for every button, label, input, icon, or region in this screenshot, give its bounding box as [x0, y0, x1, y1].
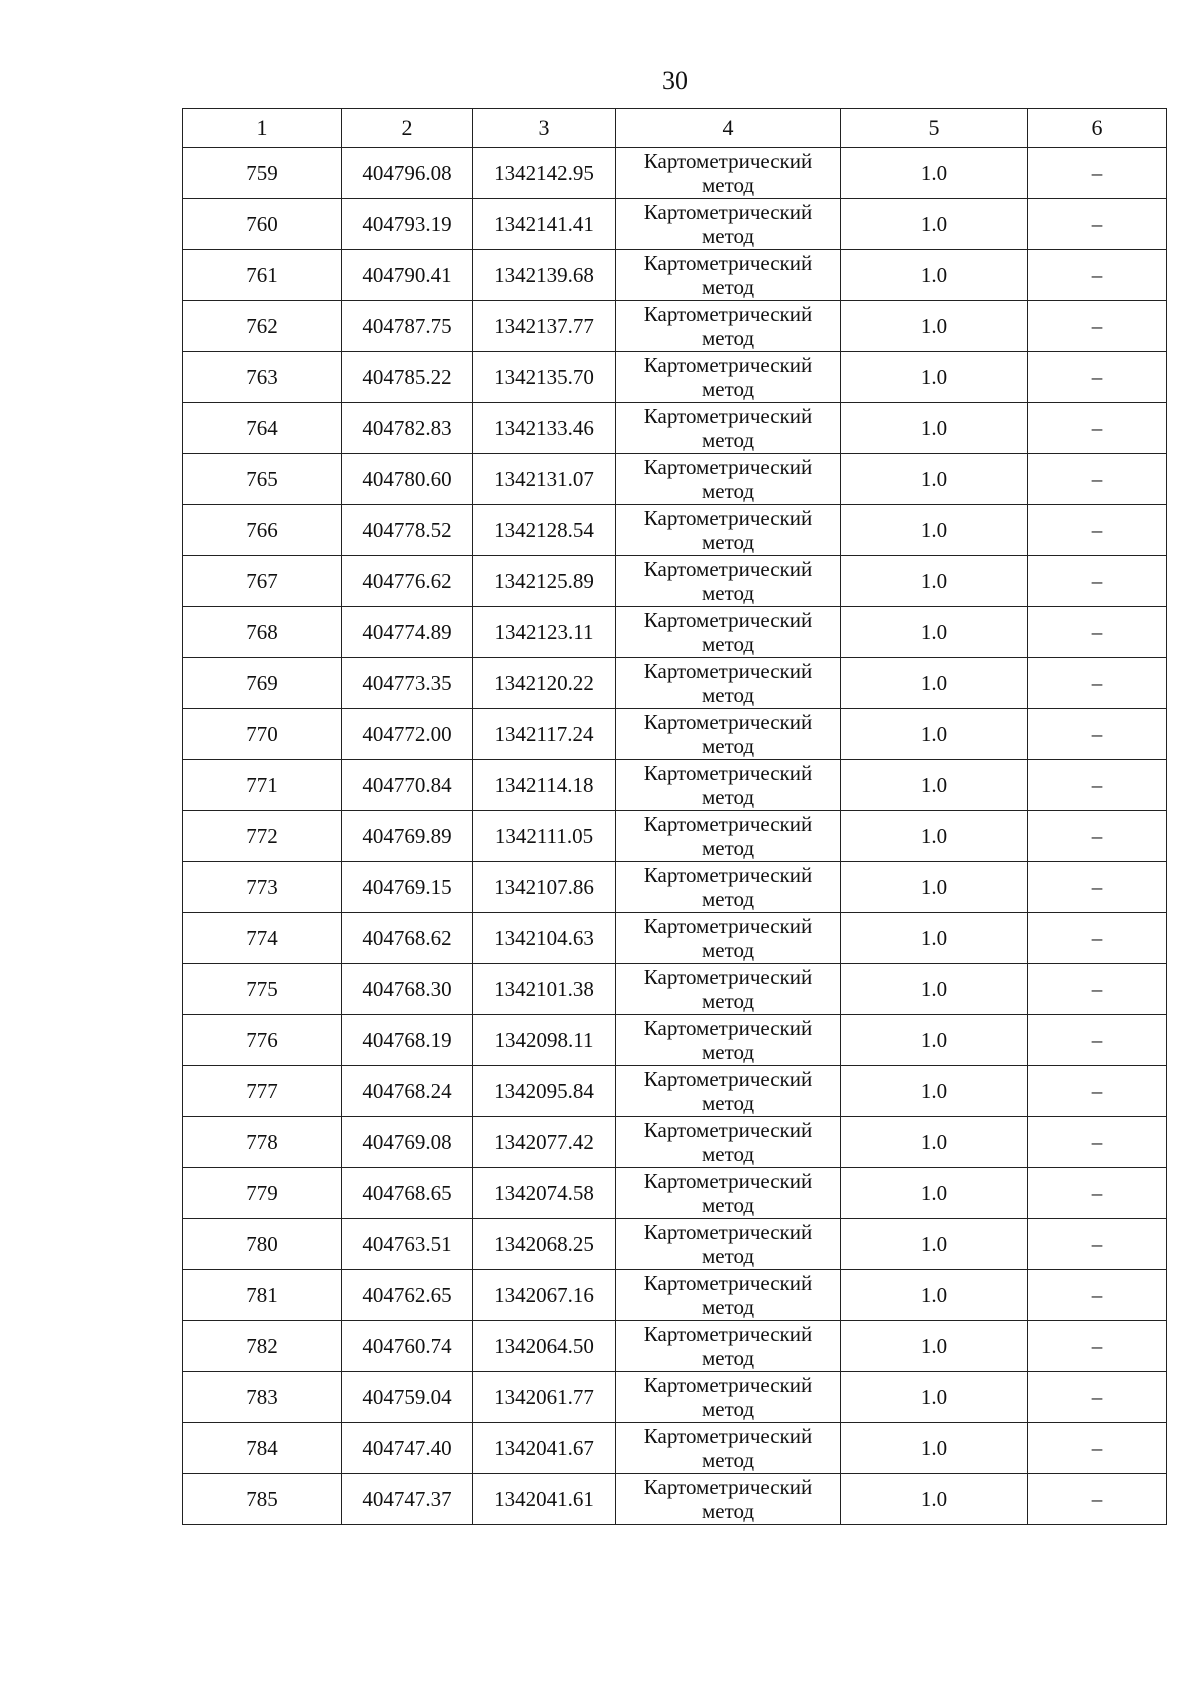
table-row	[183, 1015, 1167, 1066]
method-line-1: Картометрический	[643, 965, 813, 989]
x-coordinate-cell: 404760.74	[342, 1321, 473, 1372]
x-coordinate-cell: 404769.89	[342, 811, 473, 862]
x-coordinate-cell: 404796.08	[342, 148, 473, 199]
table-row	[183, 1321, 1167, 1372]
page-number: 30	[662, 66, 688, 95]
accuracy-cell: 1.0	[841, 964, 1028, 1015]
point-number-cell: 775	[183, 964, 342, 1015]
method-line-1: Картометрический	[643, 1322, 813, 1346]
table-row	[183, 505, 1167, 556]
method-line-1: Картометрический	[643, 1169, 813, 1193]
x-coordinate-cell: 404790.41	[342, 250, 473, 301]
method-cell	[616, 709, 841, 760]
method-line-1: Картометрический	[643, 149, 813, 173]
method-cell	[616, 1015, 841, 1066]
accuracy-cell: 1.0	[841, 760, 1028, 811]
method-line-2: метод	[701, 632, 755, 656]
x-coordinate-cell: 404769.08	[342, 1117, 473, 1168]
method-cell	[616, 403, 841, 454]
method-line-1: Картометрический	[643, 761, 813, 785]
y-coordinate-cell: 1342142.95	[473, 148, 616, 199]
y-coordinate-cell: 1342114.18	[473, 760, 616, 811]
method-cell	[616, 913, 841, 964]
y-coordinate-cell: 1342068.25	[473, 1219, 616, 1270]
method-line-1: Картометрический	[643, 710, 813, 734]
x-coordinate-cell: 404759.04	[342, 1372, 473, 1423]
x-coordinate-cell: 404793.19	[342, 199, 473, 250]
y-coordinate-cell: 1342135.70	[473, 352, 616, 403]
method-line-2: метод	[701, 938, 755, 962]
coordinates-table	[182, 108, 1167, 1525]
point-number-cell: 776	[183, 1015, 342, 1066]
method-line-2: метод	[701, 428, 755, 452]
point-number-cell: 772	[183, 811, 342, 862]
method-line-2: метод	[701, 785, 755, 809]
y-coordinate-cell: 1342107.86	[473, 862, 616, 913]
method-cell	[616, 1321, 841, 1372]
x-coordinate-cell: 404763.51	[342, 1219, 473, 1270]
point-number-cell: 766	[183, 505, 342, 556]
method-line-1: Картометрический	[643, 1220, 813, 1244]
point-number-cell: 771	[183, 760, 342, 811]
y-coordinate-cell: 1342133.46	[473, 403, 616, 454]
note-cell: –	[1028, 1270, 1167, 1321]
method-cell	[616, 1117, 841, 1168]
method-line-1: Картометрический	[643, 1373, 813, 1397]
note-cell: –	[1028, 709, 1167, 760]
method-cell	[616, 352, 841, 403]
method-line-1: Картометрический	[643, 1118, 813, 1142]
method-line-1: Картометрический	[643, 506, 813, 530]
point-number-cell: 763	[183, 352, 342, 403]
method-line-2: метод	[701, 989, 755, 1013]
y-coordinate-cell: 1342137.77	[473, 301, 616, 352]
note-cell: –	[1028, 556, 1167, 607]
y-coordinate-cell: 1342141.41	[473, 199, 616, 250]
point-number-cell: 778	[183, 1117, 342, 1168]
point-number-cell: 769	[183, 658, 342, 709]
table-row	[183, 607, 1167, 658]
note-cell: –	[1028, 1117, 1167, 1168]
x-coordinate-cell: 404787.75	[342, 301, 473, 352]
accuracy-cell: 1.0	[841, 301, 1028, 352]
y-coordinate-cell: 1342104.63	[473, 913, 616, 964]
method-line-2: метод	[701, 1295, 755, 1319]
method-cell	[616, 862, 841, 913]
x-coordinate-cell: 404776.62	[342, 556, 473, 607]
accuracy-cell: 1.0	[841, 1474, 1028, 1525]
method-line-1: Картометрический	[643, 1475, 813, 1499]
method-line-1: Картометрический	[643, 1016, 813, 1040]
table-row	[183, 1372, 1167, 1423]
method-cell	[616, 454, 841, 505]
table-row	[183, 250, 1167, 301]
accuracy-cell: 1.0	[841, 607, 1028, 658]
table-row	[183, 454, 1167, 505]
method-line-2: метод	[701, 1142, 755, 1166]
note-cell: –	[1028, 301, 1167, 352]
method-cell	[616, 811, 841, 862]
x-coordinate-cell: 404778.52	[342, 505, 473, 556]
y-coordinate-cell: 1342074.58	[473, 1168, 616, 1219]
table-row	[183, 556, 1167, 607]
table-row	[183, 709, 1167, 760]
y-coordinate-cell: 1342098.11	[473, 1015, 616, 1066]
method-line-1: Картометрический	[643, 863, 813, 887]
y-coordinate-cell: 1342120.22	[473, 658, 616, 709]
y-coordinate-cell: 1342117.24	[473, 709, 616, 760]
accuracy-cell: 1.0	[841, 199, 1028, 250]
method-line-1: Картометрический	[643, 608, 813, 632]
method-line-2: метод	[701, 1244, 755, 1268]
point-number-cell: 785	[183, 1474, 342, 1525]
note-cell: –	[1028, 658, 1167, 709]
note-cell: –	[1028, 811, 1167, 862]
table-row	[183, 1423, 1167, 1474]
point-number-cell: 779	[183, 1168, 342, 1219]
accuracy-cell: 1.0	[841, 1117, 1028, 1168]
accuracy-cell: 1.0	[841, 1168, 1028, 1219]
table-row	[183, 148, 1167, 199]
point-number-cell: 760	[183, 199, 342, 250]
y-coordinate-cell: 1342139.68	[473, 250, 616, 301]
table-row	[183, 862, 1167, 913]
method-cell	[616, 760, 841, 811]
table-row	[183, 1066, 1167, 1117]
method-cell	[616, 301, 841, 352]
method-line-2: метод	[701, 1040, 755, 1064]
method-cell	[616, 250, 841, 301]
method-cell	[616, 148, 841, 199]
y-coordinate-cell: 1342095.84	[473, 1066, 616, 1117]
method-cell	[616, 199, 841, 250]
x-coordinate-cell: 404785.22	[342, 352, 473, 403]
table-row	[183, 811, 1167, 862]
accuracy-cell: 1.0	[841, 148, 1028, 199]
table-row	[183, 760, 1167, 811]
method-line-1: Картометрический	[643, 1067, 813, 1091]
accuracy-cell: 1.0	[841, 352, 1028, 403]
point-number-cell: 764	[183, 403, 342, 454]
note-cell: –	[1028, 1066, 1167, 1117]
accuracy-cell: 1.0	[841, 250, 1028, 301]
method-cell	[616, 964, 841, 1015]
method-line-2: метод	[701, 1346, 755, 1370]
header-cell-6: 6	[1028, 109, 1167, 148]
method-line-2: метод	[701, 173, 755, 197]
method-line-2: метод	[701, 734, 755, 758]
method-cell	[616, 556, 841, 607]
method-cell	[616, 607, 841, 658]
table-row	[183, 352, 1167, 403]
method-cell	[616, 1372, 841, 1423]
table-row	[183, 199, 1167, 250]
note-cell: –	[1028, 913, 1167, 964]
y-coordinate-cell: 1342131.07	[473, 454, 616, 505]
point-number-cell: 759	[183, 148, 342, 199]
method-cell	[616, 505, 841, 556]
method-line-2: метод	[701, 1397, 755, 1421]
method-line-1: Картометрический	[643, 353, 813, 377]
note-cell: –	[1028, 505, 1167, 556]
method-line-2: метод	[701, 836, 755, 860]
note-cell: –	[1028, 250, 1167, 301]
accuracy-cell: 1.0	[841, 709, 1028, 760]
note-cell: –	[1028, 607, 1167, 658]
method-line-1: Картометрический	[643, 812, 813, 836]
method-cell	[616, 1168, 841, 1219]
method-cell	[616, 1474, 841, 1525]
table-row	[183, 403, 1167, 454]
method-line-1: Картометрический	[643, 1424, 813, 1448]
table-row	[183, 1117, 1167, 1168]
point-number-cell: 784	[183, 1423, 342, 1474]
point-number-cell: 767	[183, 556, 342, 607]
y-coordinate-cell: 1342101.38	[473, 964, 616, 1015]
table-row	[183, 301, 1167, 352]
note-cell: –	[1028, 964, 1167, 1015]
x-coordinate-cell: 404770.84	[342, 760, 473, 811]
table-row	[183, 1474, 1167, 1525]
x-coordinate-cell: 404768.24	[342, 1066, 473, 1117]
method-line-2: метод	[701, 530, 755, 554]
note-cell: –	[1028, 454, 1167, 505]
table-row	[183, 1219, 1167, 1270]
point-number-cell: 774	[183, 913, 342, 964]
note-cell: –	[1028, 1219, 1167, 1270]
accuracy-cell: 1.0	[841, 1270, 1028, 1321]
method-line-2: метод	[701, 224, 755, 248]
note-cell: –	[1028, 862, 1167, 913]
header-cell-5: 5	[841, 109, 1028, 148]
accuracy-cell: 1.0	[841, 505, 1028, 556]
method-line-2: метод	[701, 1193, 755, 1217]
method-line-2: метод	[701, 1499, 755, 1523]
method-cell	[616, 1219, 841, 1270]
method-line-2: метод	[701, 683, 755, 707]
x-coordinate-cell: 404762.65	[342, 1270, 473, 1321]
method-line-2: метод	[701, 377, 755, 401]
method-cell	[616, 1066, 841, 1117]
note-cell: –	[1028, 1168, 1167, 1219]
table-row	[183, 913, 1167, 964]
method-line-1: Картометрический	[643, 659, 813, 683]
table-header-row	[183, 109, 1167, 148]
y-coordinate-cell: 1342111.05	[473, 811, 616, 862]
method-cell	[616, 658, 841, 709]
x-coordinate-cell: 404772.00	[342, 709, 473, 760]
method-line-2: метод	[701, 581, 755, 605]
note-cell: –	[1028, 1423, 1167, 1474]
method-line-2: метод	[701, 1448, 755, 1472]
method-line-2: метод	[701, 1091, 755, 1115]
accuracy-cell: 1.0	[841, 1219, 1028, 1270]
method-line-1: Картометрический	[643, 914, 813, 938]
y-coordinate-cell: 1342041.67	[473, 1423, 616, 1474]
method-line-1: Картометрический	[643, 251, 813, 275]
table-row	[183, 1168, 1167, 1219]
header-cell-2: 2	[342, 109, 473, 148]
accuracy-cell: 1.0	[841, 913, 1028, 964]
method-line-2: метод	[701, 326, 755, 350]
y-coordinate-cell: 1342041.61	[473, 1474, 616, 1525]
method-line-1: Картометрический	[643, 200, 813, 224]
method-line-1: Картометрический	[643, 557, 813, 581]
accuracy-cell: 1.0	[841, 1066, 1028, 1117]
accuracy-cell: 1.0	[841, 1015, 1028, 1066]
note-cell: –	[1028, 1474, 1167, 1525]
note-cell: –	[1028, 1321, 1167, 1372]
point-number-cell: 765	[183, 454, 342, 505]
header-cell-1: 1	[183, 109, 342, 148]
y-coordinate-cell: 1342064.50	[473, 1321, 616, 1372]
header-cell-3: 3	[473, 109, 616, 148]
accuracy-cell: 1.0	[841, 454, 1028, 505]
method-line-2: метод	[701, 275, 755, 299]
point-number-cell: 780	[183, 1219, 342, 1270]
accuracy-cell: 1.0	[841, 403, 1028, 454]
accuracy-cell: 1.0	[841, 862, 1028, 913]
note-cell: –	[1028, 352, 1167, 403]
accuracy-cell: 1.0	[841, 811, 1028, 862]
accuracy-cell: 1.0	[841, 1321, 1028, 1372]
point-number-cell: 773	[183, 862, 342, 913]
point-number-cell: 783	[183, 1372, 342, 1423]
method-line-1: Картометрический	[643, 404, 813, 428]
y-coordinate-cell: 1342067.16	[473, 1270, 616, 1321]
x-coordinate-cell: 404774.89	[342, 607, 473, 658]
header-cell-4: 4	[616, 109, 841, 148]
point-number-cell: 782	[183, 1321, 342, 1372]
x-coordinate-cell: 404747.37	[342, 1474, 473, 1525]
x-coordinate-cell: 404768.19	[342, 1015, 473, 1066]
y-coordinate-cell: 1342077.42	[473, 1117, 616, 1168]
y-coordinate-cell: 1342125.89	[473, 556, 616, 607]
table-row	[183, 1270, 1167, 1321]
x-coordinate-cell: 404768.62	[342, 913, 473, 964]
point-number-cell: 777	[183, 1066, 342, 1117]
y-coordinate-cell: 1342123.11	[473, 607, 616, 658]
x-coordinate-cell: 404747.40	[342, 1423, 473, 1474]
note-cell: –	[1028, 403, 1167, 454]
x-coordinate-cell: 404768.30	[342, 964, 473, 1015]
point-number-cell: 781	[183, 1270, 342, 1321]
x-coordinate-cell: 404780.60	[342, 454, 473, 505]
method-cell	[616, 1270, 841, 1321]
note-cell: –	[1028, 1372, 1167, 1423]
point-number-cell: 762	[183, 301, 342, 352]
point-number-cell: 761	[183, 250, 342, 301]
method-line-1: Картометрический	[643, 302, 813, 326]
y-coordinate-cell: 1342061.77	[473, 1372, 616, 1423]
note-cell: –	[1028, 760, 1167, 811]
accuracy-cell: 1.0	[841, 1423, 1028, 1474]
note-cell: –	[1028, 1015, 1167, 1066]
method-cell	[616, 1423, 841, 1474]
accuracy-cell: 1.0	[841, 556, 1028, 607]
method-line-1: Картометрический	[643, 455, 813, 479]
accuracy-cell: 1.0	[841, 658, 1028, 709]
point-number-cell: 768	[183, 607, 342, 658]
x-coordinate-cell: 404773.35	[342, 658, 473, 709]
point-number-cell: 770	[183, 709, 342, 760]
accuracy-cell: 1.0	[841, 1372, 1028, 1423]
table-row	[183, 964, 1167, 1015]
x-coordinate-cell: 404769.15	[342, 862, 473, 913]
method-line-1: Картометрический	[643, 1271, 813, 1295]
x-coordinate-cell: 404768.65	[342, 1168, 473, 1219]
method-line-2: метод	[701, 887, 755, 911]
note-cell: –	[1028, 148, 1167, 199]
y-coordinate-cell: 1342128.54	[473, 505, 616, 556]
x-coordinate-cell: 404782.83	[342, 403, 473, 454]
method-line-2: метод	[701, 479, 755, 503]
note-cell: –	[1028, 199, 1167, 250]
table-row	[183, 658, 1167, 709]
